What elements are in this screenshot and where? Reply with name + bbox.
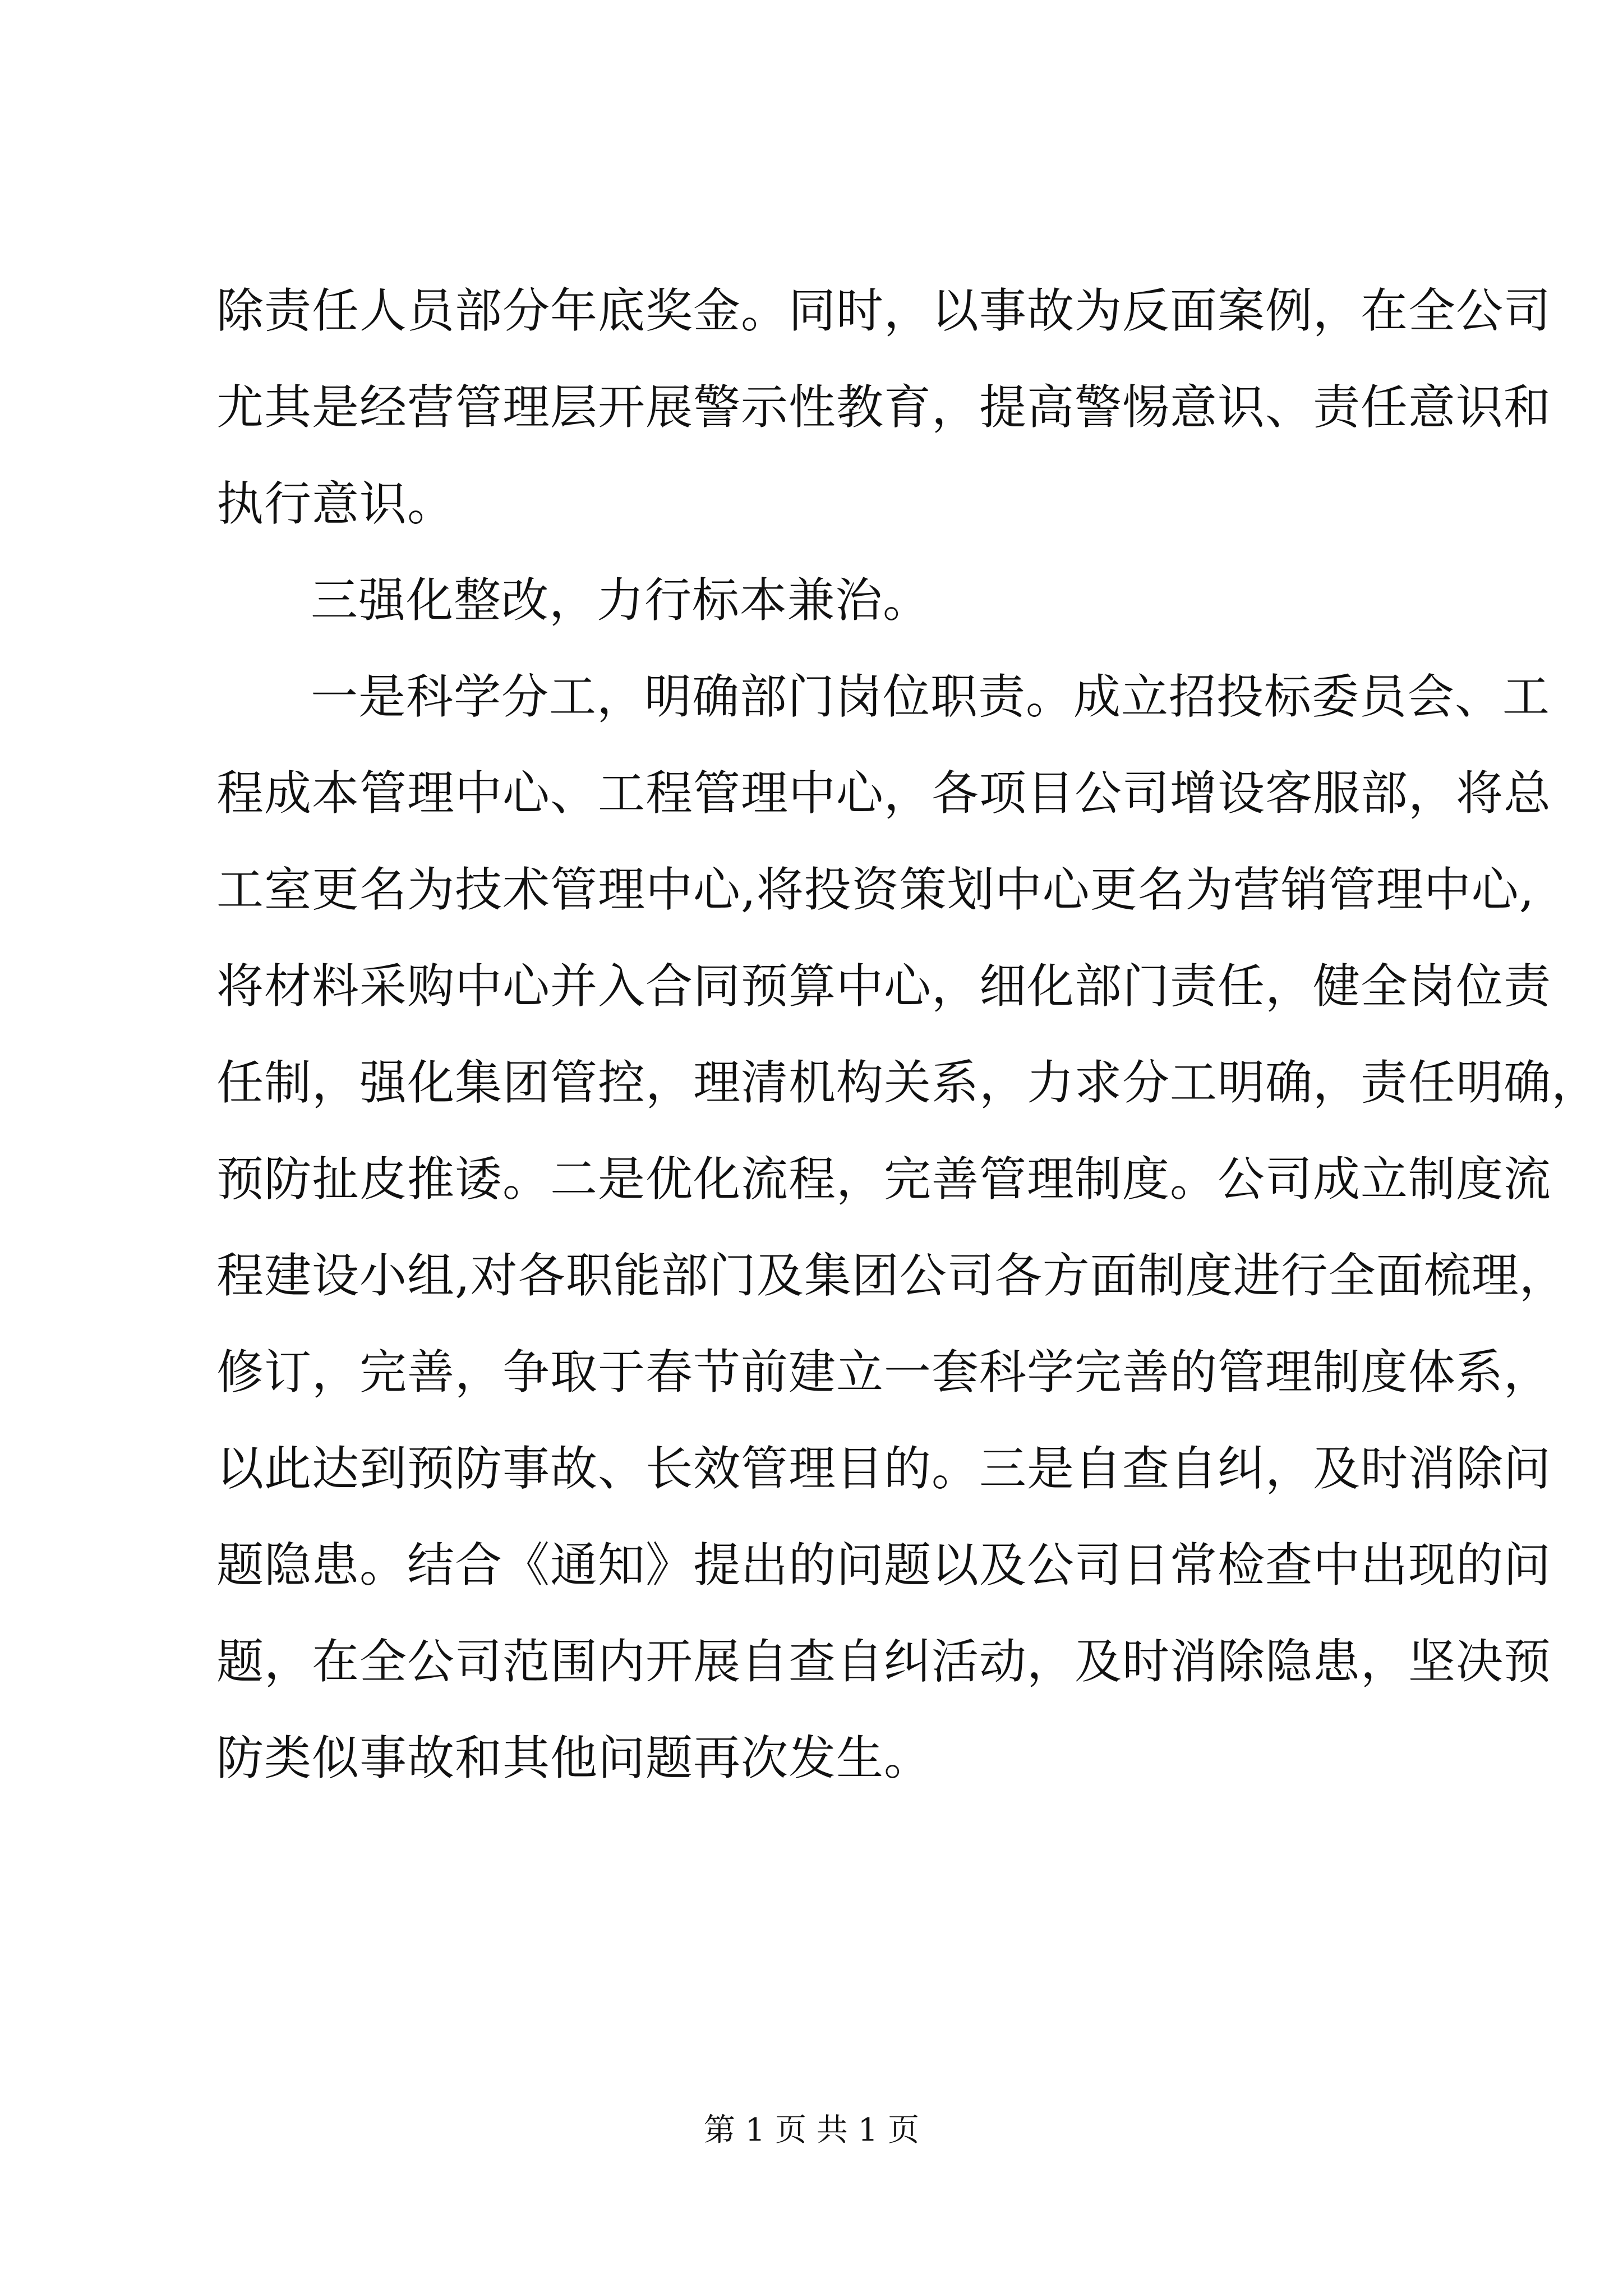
- text-line-14: 题隐患。结合《通知》提出的问题以及公司日常检查中出现的问: [216, 1538, 1552, 1593]
- text-line-2: 尤其是经营管理层开展警示性教育，提高警惕意识、责任意识和: [216, 380, 1552, 435]
- text-line-6: 程成本管理中心、工程管理中心，各项目公司增设客服部，将总: [216, 766, 1552, 821]
- text-line-10: 预防扯皮推诿。二是优化流程，完善管理制度。公司成立制度流: [216, 1152, 1552, 1207]
- text-line-11: 程建设小组,对各职能部门及集团公司各方面制度进行全面梳理，: [216, 1248, 1567, 1303]
- document-body: [216, 263, 1599, 1806]
- text-line-13: 以此达到预防事故、长效管理目的。三是自查自纠，及时消除问: [216, 1441, 1552, 1496]
- page-footer: 第 1 页 共 1 页: [703, 2112, 920, 2148]
- text-line-12: 修订，完善，争取于春节前建立一套科学完善的管理制度体系，: [216, 1345, 1552, 1400]
- section-heading: 三强化整改，力行标本兼治。: [311, 573, 931, 628]
- text-line-9: 任制，强化集团管控，理清机构关系，力求分工明确，责任明确，: [216, 1055, 1599, 1110]
- text-line-8: 将材料采购中心并入合同预算中心，细化部门责任，健全岗位责: [216, 959, 1552, 1014]
- text-line-1: 除责任人员部分年底奖金。同时，以事故为反面案例，在全公司: [216, 283, 1552, 338]
- text-line-3: 执行意识。: [216, 476, 455, 531]
- text-line-16: 防类似事故和其他问题再次发生。: [216, 1731, 932, 1786]
- text-line-15: 题，在全公司范围内开展自查自纠活动，及时消除隐患，坚决预: [216, 1634, 1552, 1689]
- text-line-7: 工室更名为技术管理中心,将投资策划中心更名为营销管理中心,: [216, 862, 1535, 917]
- text-line-5: 一是科学分工，明确部门岗位职责。成立招投标委员会、工: [311, 669, 1551, 724]
